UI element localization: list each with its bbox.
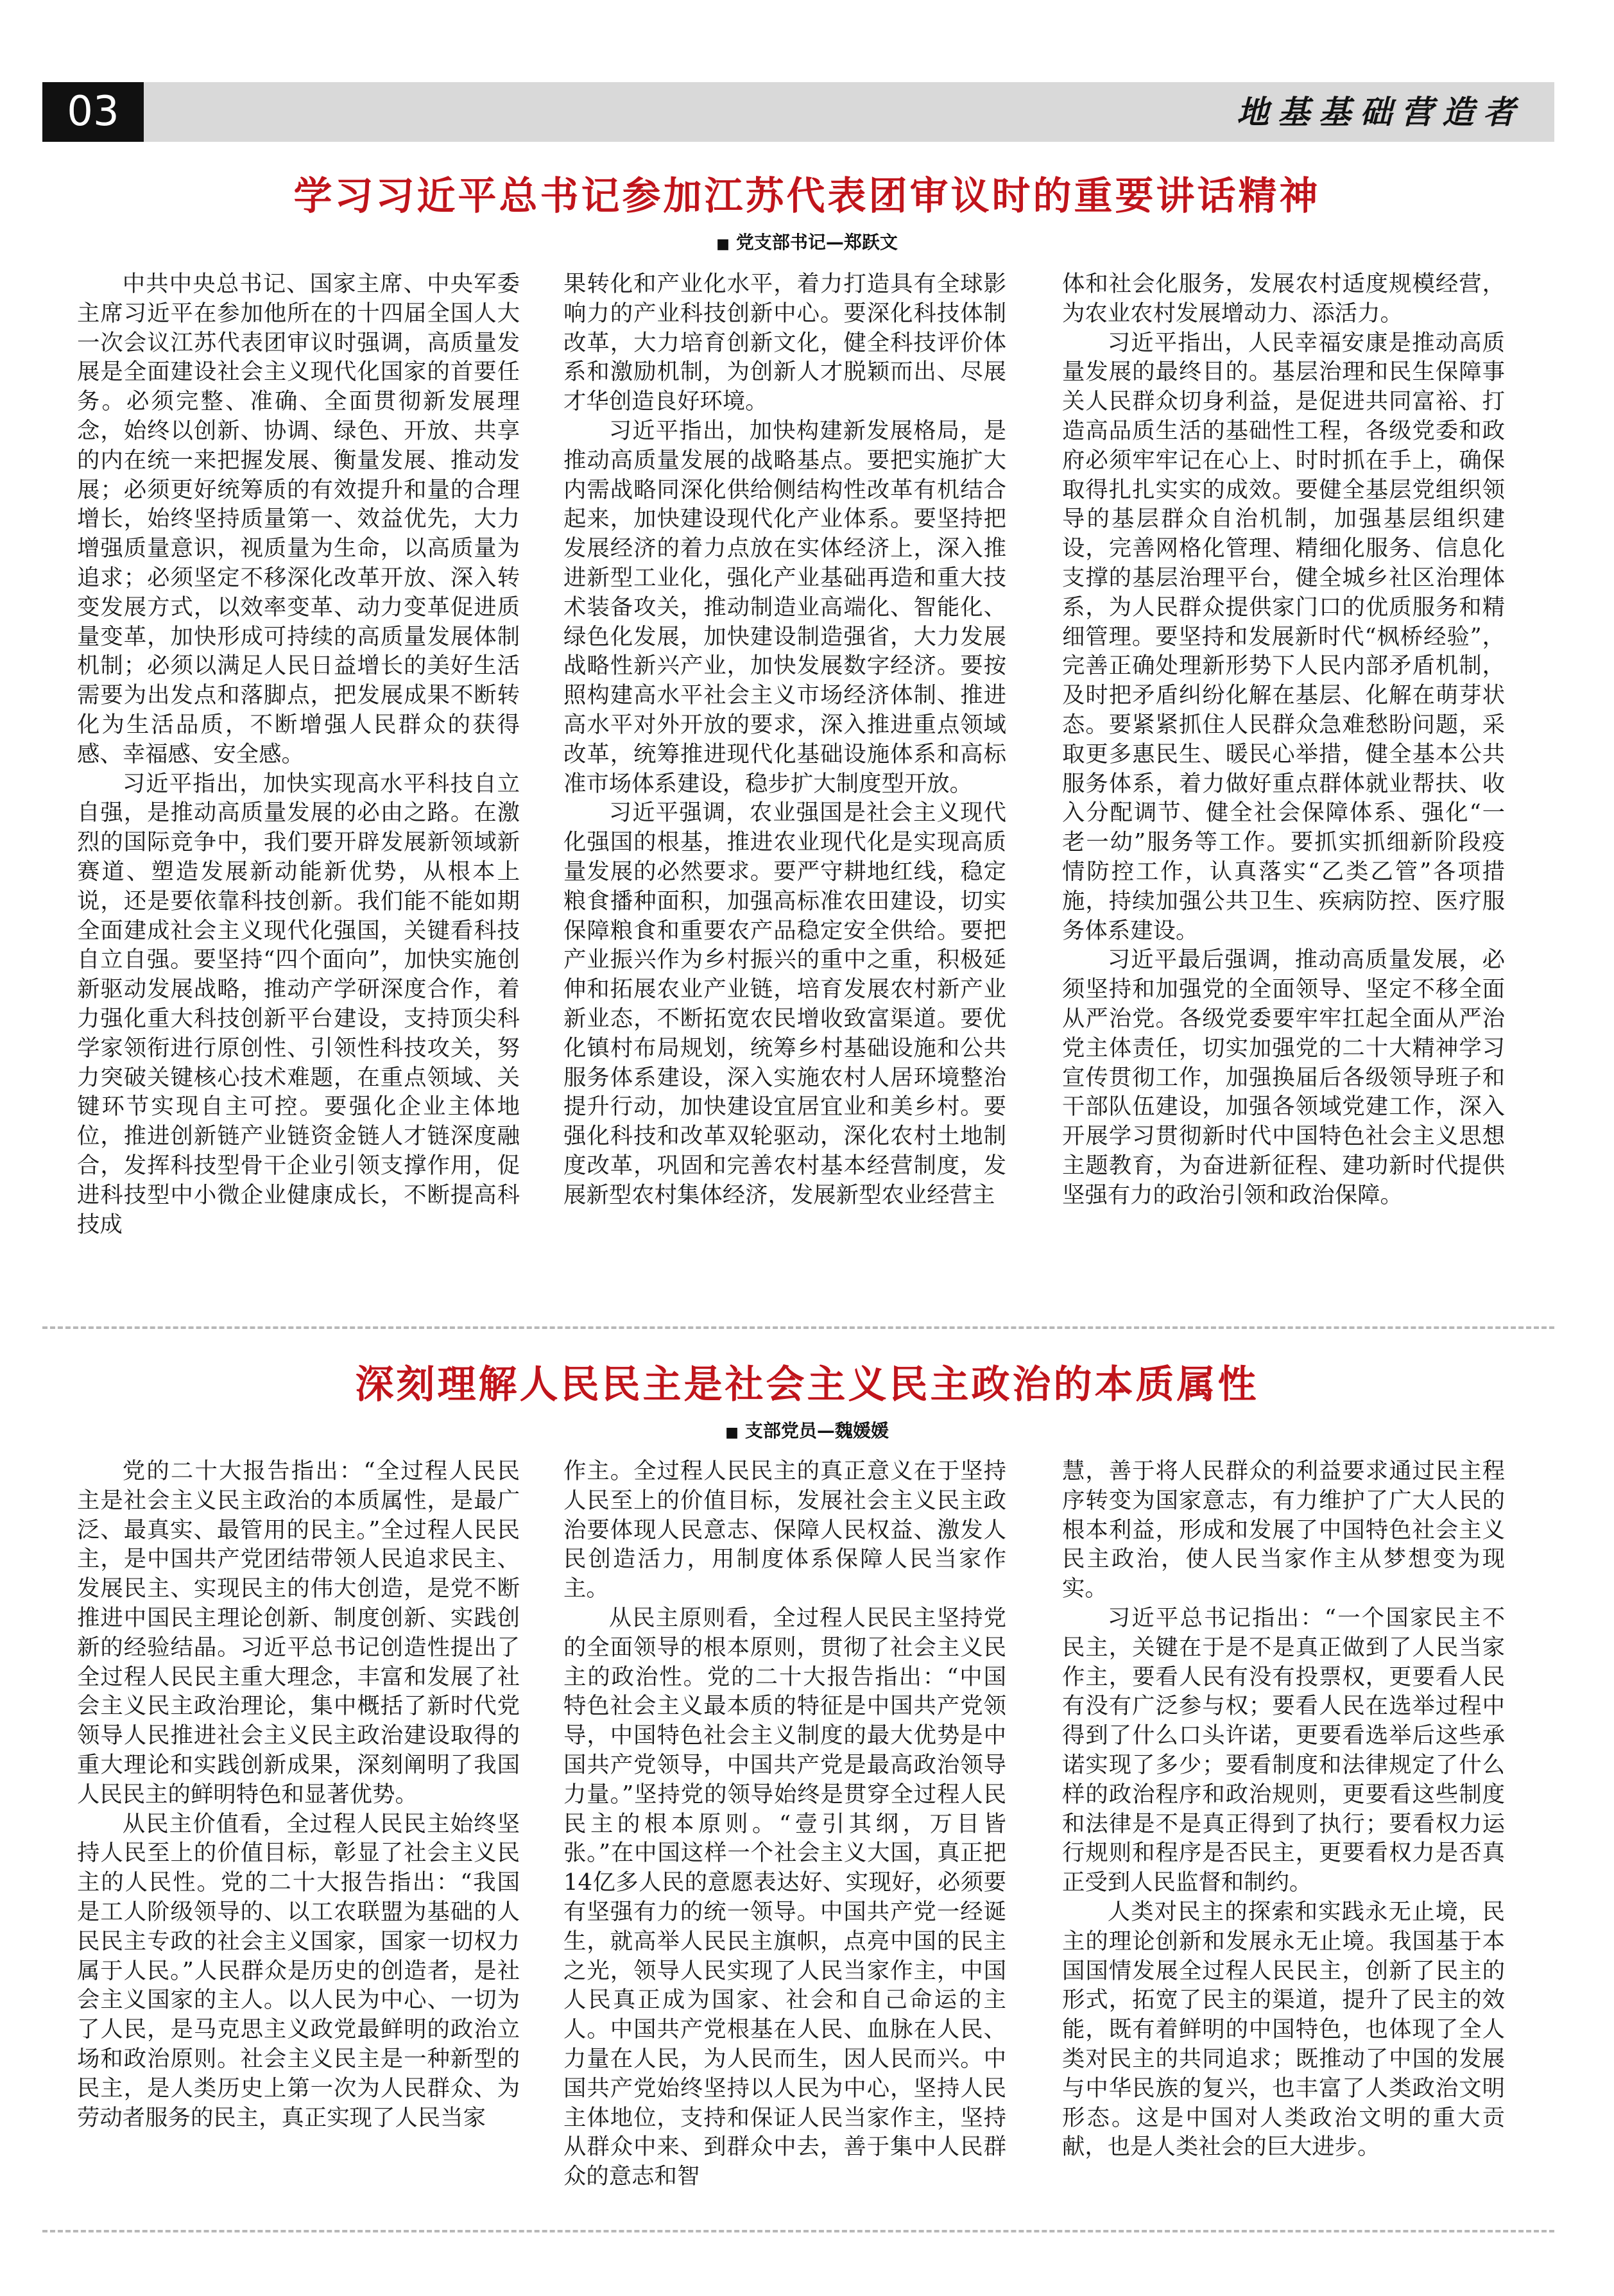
article1-title: 学习习近平总书记参加江苏代表团审议时的重要讲话精神 (293, 174, 1321, 219)
paragraph: 中共中央总书记、国家主席、中央军委主席习近平在参加他所在的十四届全国人大一次会议江苏代表团审议时强调，高质量发展是全面建设社会主义现代化国家的首要任务。必须完整、准确、全面贯彻新发展理念，始终以创新、协调、绿色、开放、共享的内在统一来把握发展、衡量发展、推动发展；必须更好统筹质的有效提升和量的合理增长，始终坚持质量第一、效益优先，大力增强质量意识，视质量为生命，以高质量为追求；必须坚定不移深化改革开放、深入转变发展方式，以效率变革、动力变革促进质量变革，加快形成可持续的高质量发展体制机制；必须以满足人民日益增长的美好生活需要为出发点和落脚点，把发展成果不断转化为生活品质，不断增强人民群众的获得感、幸福感、安全感。 (77, 271, 520, 767)
article2-column-3 (1062, 1457, 1505, 2211)
article1-column-3 (1062, 270, 1505, 1303)
article1-column-2 (563, 270, 1006, 1303)
paragraph: 习近平总书记指出：“一个国家民主不民主，关键在于是不是真正做到了人民当家作主，要看人民有没有投票权，更要看人民有没有广泛参与权；要看人民在选举过程中得到了什么口头许诺，更要看选举后这些承诺实现了多少；要看制度和法律规定了什么样的政治程序和政治规则，更要看这些制度和法律是不是真正得到了执行；要看权力运行规则和程序是否民主，更要看权力是否真正受到人民监督和制约。 (1062, 1604, 1505, 1896)
article2-column-1 (77, 1457, 520, 2211)
paragraph: 党的二十大报告指出：“全过程人民民主是社会主义民主政治的本质属性，是最广泛、最真实、最管用的民主。”全过程人民民主，是中国共产党团结带领人民追求民主、发展民主、实现民主的伟大创造，是党不断推进中国民主理论创新、制度创新、实践创新的经验结晶。习近平总书记创造性提出了全过程人民民主重大理念，丰富和发展了社会主义民主政治理论，集中概括了新时代党领导人民推进社会主义民主政治建设取得的重大理论和实践创新成果，深刻阐明了我国人民民主的鲜明特色和显著优势。 (77, 1458, 520, 1808)
paragraph: 习近平指出，人民幸福安康是推动高质量发展的最终目的。基层治理和民生保障事关人民群众切身利益，是促进共同富裕、打造高品质生活的基础性工程，各级党委和政府必须牢牢记在心上、时时抓在手上，确保取得扎扎实实的成效。要健全基层党组织领导的基层群众自治机制，加强基层组织建设，完善网格化管理、精细化服务、信息化支撑的基层治理平台，健全城乡社区治理体系，为人民群众提供家门口的优质服务和精细管理。要坚持和发展新时代“枫桥经验”，完善正确处理新形势下人民内部矛盾机制，及时把矛盾纠纷化解在基层、化解在萌芽状态。要紧紧抓住人民群众急难愁盼问题，采取更多惠民生、暖民心举措，健全基本公共服务体系，着力做好重点群体就业帮扶、收入分配调节、健全社会保障体系、强化“一老一幼”服务等工作。要抓实抓细新阶段疫情防控工作，认真落实“乙类乙管”各项措施，持续加强公共卫生、疾病防控、医疗服务体系建设。 (1062, 329, 1505, 944)
article2-byline (0, 1417, 1614, 1443)
article2-author: 支部党员—魏媛媛 (744, 1420, 889, 1441)
paragraph: 习近平指出，加快构建新发展格局，是推动高质量发展的战略基点。要把实施扩大内需战略同深化供给侧结构性改革有机结合起来，加快建设现代化产业体系。要坚持把发展经济的着力点放在实体经济上，深入推进新型工业化，强化产业基础再造和重大技术装备攻关，推动制造业高端化、智能化、绿色化发展，加快建设制造强省，大力发展战略性新兴产业，加快发展数字经济。要按照构建高水平社会主义市场经济体制、推进高水平对外开放的要求，深入推进重点领域改革，统筹推进现代化基础设施体系和高标准市场体系建设，稳步扩大制度型开放。 (563, 417, 1006, 797)
article1-byline (0, 228, 1614, 254)
paragraph: 习近平指出，加快实现高水平科技自立自强，是推动高质量发展的必由之路。在激烈的国际竞争中，我们要开辟发展新领域新赛道、塑造发展新动能新优势，从根本上说，还是要依靠科技创新。我们能不能如期全面建成社会主义现代化强国，关键看科技自立自强。要坚持“四个面向”，加快实施创新驱动发展战略，推动产学研深度合作，着力强化重大科技创新平台建设，支持顶尖科学家领衔进行原创性、引领性科技攻关，努力突破关键核心技术难题，在重点领域、关键环节实现自主可控。要强化企业主体地位，推进创新链产业链资金链人才链深度融合，发挥科技型骨干企业引领支撑作用，促进科技型中小微企业健康成长，不断提高科技成 (77, 770, 520, 1238)
section-divider (42, 1326, 1554, 1329)
paragraph: 体和社会化服务，发展农村适度规模经营，为农业农村发展增动力、添活力。 (1062, 271, 1505, 327)
square-bullet-icon: ■ (725, 1425, 739, 1441)
article1-column-1 (77, 270, 520, 1303)
paragraph: 从民主价值看，全过程人民民主始终坚持人民至上的价值目标，彰显了社会主义民主的人民性。党的二十大报告指出：“我国是工人阶级领导的、以工农联盟为基础的人民民主专政的社会主义国家，国家一切权力属于人民。”人民群众是历史的创造者，是社会主义国家的主人。以人民为中心、一切为了人民，是马克思主义政党最鲜明的政治立场和政治原则。社会主义民主是一种新型的民主，是人类历史上第一次为人民群众、为劳动者服务的民主，真正实现了人民当家 (77, 1810, 520, 2131)
square-bullet-icon: ■ (716, 236, 730, 252)
paragraph: 人类对民主的探索和实践永无止境，民主的理论创新和发展永无止境。我国基于本国国情发展全过程人民民主，创新了民主的形式，拓宽了民主的渠道，提升了民主的效能，既有着鲜明的中国特色，也体现了全人类对民主的共同追求；既推动了中国的发展与中华民族的复兴，也丰富了人类政治文明形态。这是中国对人类政治文明的重大贡献，也是人类社会的巨大进步。 (1062, 1898, 1505, 2161)
page-number: 03 (42, 82, 144, 142)
paragraph: 作主。全过程人民民主的真正意义在于坚持人民至上的价值目标，发展社会主义民主政治要体现人民意志、保障人民权益、激发人民创造活力，用制度体系保障人民当家作主。 (563, 1458, 1006, 1602)
paragraph: 慧，善于将人民群众的利益要求通过民主程序转变为国家意志，有力维护了广大人民的根本利益，形成和发展了中国特色社会主义民主政治，使人民当家作主从梦想变为现实。 (1062, 1458, 1505, 1602)
paragraph: 习近平强调，农业强国是社会主义现代化强国的根基，推进农业现代化是实现高质量发展的必然要求。要严守耕地红线，稳定粮食播种面积，加强高标准农田建设，切实保障粮食和重要农产品稳定安全供给。要把产业振兴作为乡村振兴的重中之重，积极延伸和拓展农业产业链，培育发展农村新产业新业态，不断拓宽农民增收致富渠道。要优化镇村布局规划，统筹乡村基础设施和公共服务体系建设，深入实施农村人居环境整治提升行动，加快建设宜居宜业和美乡村。要强化科技和改革双轮驱动，深化农村土地制度改革，巩固和完善农村基本经营制度，发展新型农村集体经济，发展新型农业经营主 (563, 800, 1006, 1208)
paragraph: 习近平最后强调，推动高质量发展，必须坚持和加强党的全面领导、坚定不移全面从严治党。各级党委要牢牢扛起全面从严治党主体责任，切实加强党的二十大精神学习宣传贯彻工作，加强换届后各级领导班子和干部队伍建设，加强各领域党建工作，深入开展学习贯彻新时代中国特色社会主义思想主题教育，为奋进新征程、建功新时代提供坚强有力的政治引领和政治保障。 (1062, 947, 1505, 1208)
article2-column-2 (563, 1457, 1006, 2211)
paragraph: 从民主原则看，全过程人民民主坚持党的全面领导的根本原则，贯彻了社会主义民主的政治性。党的二十大报告指出：“中国特色社会主义最本质的特征是中国共产党领导，中国特色社会主义制度的最大优势是中国共产党领导，中国共产党是最高政治领导力量。”坚持党的领导始终是贯穿全过程人民民主的根本原则。“壹引其纲，万目皆张。”在中国这样一个社会主义大国，真正把14亿多人民的意愿表达好、实现好，必须要有坚强有力的统一领导。中国共产党一经诞生，就高举人民民主旗帜，点亮中国的民主之光，领导人民实现了人民当家作主，中国人民真正成为国家、社会和自己命运的主人。中国共产党根基在人民、血脉在人民、力量在人民，为人民而生，因人民而兴。中国共产党始终坚持以人民为中心，坚持人民主体地位，支持和保证人民当家作主，坚持从群众中来、到群众中去，善于集中人民群众的意志和智 (563, 1604, 1006, 2190)
bottom-divider (42, 2230, 1554, 2232)
article1-author: 党支部书记—郑跃文 (735, 232, 898, 253)
article2-title: 深刻理解人民民主是社会主义民主政治的本质属性 (355, 1362, 1259, 1407)
paragraph: 果转化和产业化水平，着力打造具有全球影响力的产业科技创新中心。要深化科技体制改革，大力培育创新文化，健全科技评价体系和激励机制，为创新人才脱颖而出、尽展才华创造良好环境。 (563, 271, 1006, 415)
masthead-title: 地基基础营造者 (1237, 93, 1524, 131)
